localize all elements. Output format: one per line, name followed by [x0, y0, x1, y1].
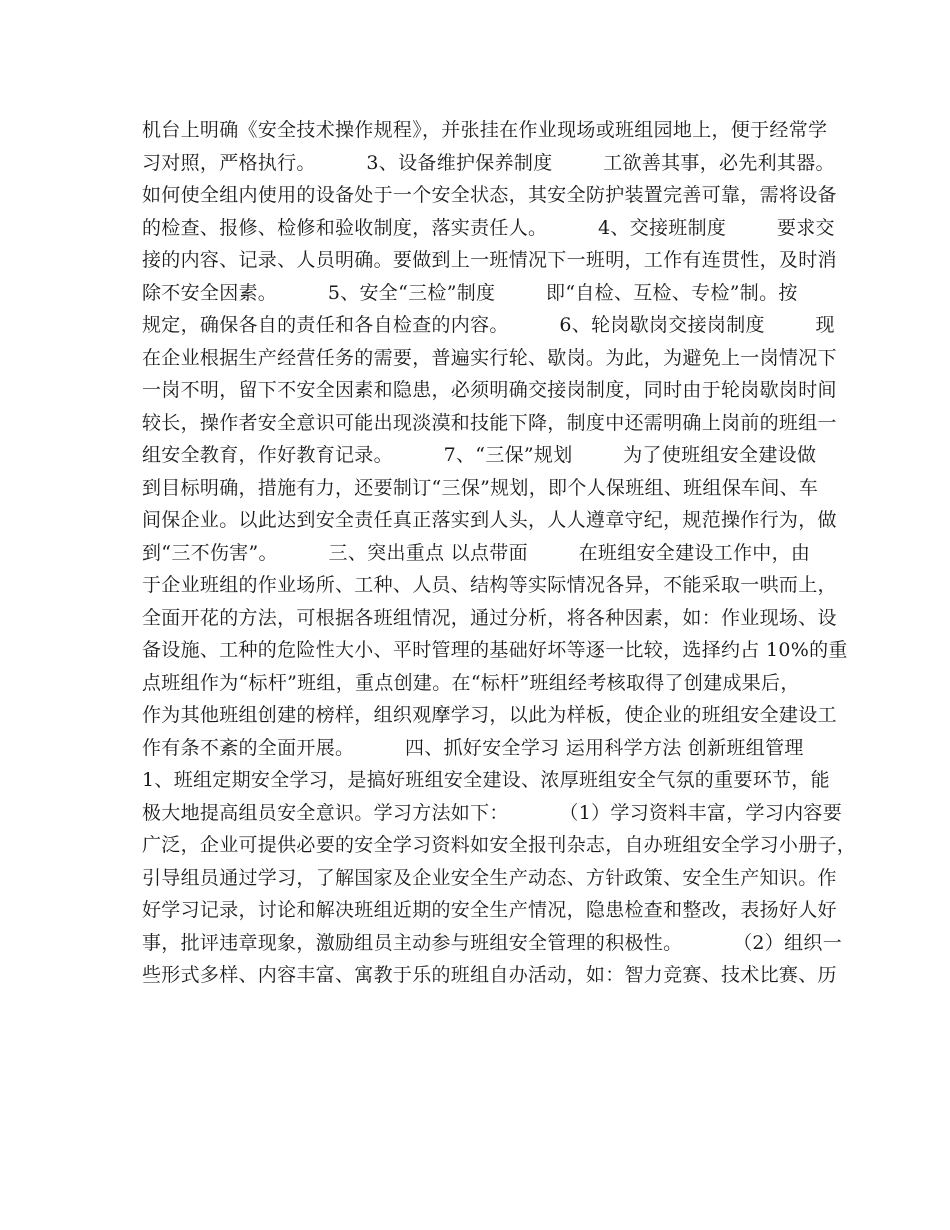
text-line: 到“三不伤害”。 三、突出重点 以点带面 在班组安全建设工作中，由	[142, 541, 811, 564]
text-line: 好学习记录，讨论和解决班组近期的安全生产情况，隐患检查和整改，表扬好人好	[142, 899, 837, 921]
text-line: 接的内容、记录、人员明确。要做到上一班情况下一班明，工作有连贯性，及时消	[142, 249, 837, 271]
text-line: 广泛，企业可提供必要的安全学习资料如安全报刊杂志，自办班组安全学习小册子，	[142, 834, 857, 856]
body-text	[142, 114, 857, 992]
text-line: 1、班组定期安全学习，是搞好班组安全建设、浓厚班组安全气氛的重要环节，能	[142, 769, 830, 791]
text-line: 事，批评违章现象，激励组员主动参与班组安全管理的积极性。 （2）组织一	[142, 931, 843, 954]
text-line: 规定，确保各自的责任和各自检查的内容。 6、轮岗歇岗交接岗制度 现	[142, 314, 835, 336]
text-line: 作为其他班组创建的榜样，组织观摩学习，以此为样板，使企业的班组安全建设工	[142, 704, 837, 726]
text-line: 如何使全组内使用的设备处于一个安全状态，其安全防护装置完善可靠，需将设备	[142, 184, 837, 206]
text-line: 些形式多样、内容丰富、寓教于乐的班组自办活动，如：智力竞赛、技术比赛、历	[142, 964, 837, 986]
text-line: 较长，操作者安全意识可能出现淡漠和技能下降，制度中还需明确上岗前的班组一	[142, 411, 837, 434]
text-line: 间保企业。以此达到安全责任真正落实到人头，人人遵章守纪，规范操作行为，做	[142, 509, 837, 531]
text-line: 全面开花的方法，可根据各班组情况，通过分析，将各种因素，如：作业现场、设	[142, 606, 837, 629]
text-line: 组安全教育，作好教育记录。 7、“三保”规划 为了使班组安全建设做	[142, 444, 817, 466]
text-line: 作有条不紊的全面开展。 四、抓好安全学习 运用科学方法 创新班组管理	[142, 736, 804, 759]
text-line: 习对照，严格执行。 3、设备维护保养制度 工欲善其事，必先利其器。	[142, 151, 835, 174]
text-line: 备设施、工种的危险性大小、平时管理的基础好坏等逐一比较，选择约占 10%的重	[142, 639, 848, 661]
text-line: 极大地提高组员安全意识。学习方法如下： （1）学习资料丰富，学习内容要	[142, 801, 843, 824]
text-line: 在企业根据生产经营任务的需要，普遍实行轮、歇岗。为此，为避免上一岗情况下	[142, 346, 837, 369]
text-line: 一岗不明，留下不安全因素和隐患，必须明确交接岗制度，同时由于轮岗歇岗时间	[142, 379, 837, 401]
text-line: 点班组作为“标杆”班组，重点创建。在“标杆”班组经考核取得了创建成果后，	[142, 671, 800, 694]
text-line: 的检查、报修、检修和验收制度，落实责任人。 4、交接班制度 要求交	[142, 216, 835, 239]
text-line: 引导组员通过学习，了解国家及企业安全生产动态、方针政策、安全生产知识。作	[142, 866, 837, 889]
text-line: 机台上明确《安全技术操作规程》，并张挂在作业现场或班组园地上，便于经常学	[142, 119, 828, 141]
text-line: 除不安全因素。 5、安全“三检”制度 即“自检、互检、专检”制。按	[142, 281, 798, 304]
text-line: 到目标明确，措施有力，还要制订“三保”规划，即个人保班组、班组保车间、车	[142, 476, 819, 499]
text-line: 于企业班组的作业场所、工种、人员、结构等实际情况各异，不能采取一哄而上，	[142, 574, 837, 596]
